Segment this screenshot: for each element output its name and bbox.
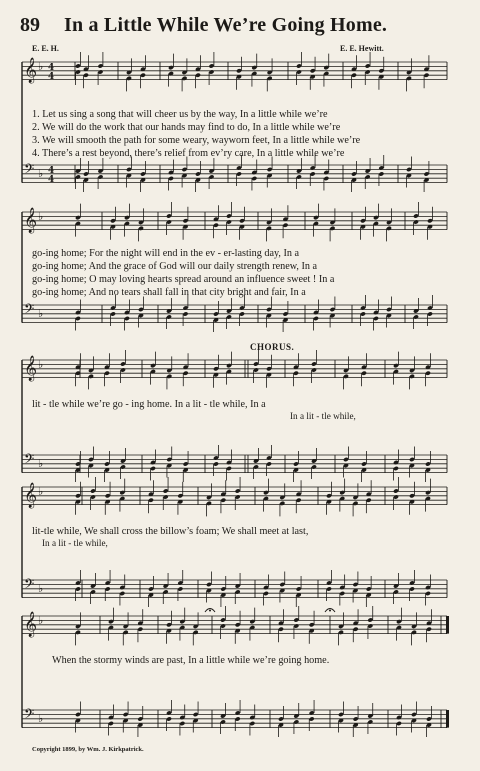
flat-sign: ♭ (38, 485, 44, 498)
verse-2-line-1: 2. We will do the work that our hands may find to do, In a little while we’re (32, 122, 341, 133)
flat-sign: ♭ (38, 457, 44, 470)
flat-sign: ♭ (38, 614, 44, 627)
verse-3-line-2: go-ing home; O may loving hearts spread around an influence sweet ! In a (32, 274, 335, 285)
chorus-line-2-echo: In a lit - tle while, (42, 538, 108, 548)
verse-1-line-2: go-ing home; For the night will end in the ev - er-lasting day, In a (32, 248, 300, 259)
words-credit: E. E. H. (32, 44, 59, 53)
time-signature-bottom: 4 (48, 72, 55, 82)
flat-sign: ♭ (38, 60, 44, 73)
bass-clef: 𝄢 (24, 161, 35, 180)
flat-sign: ♭ (38, 712, 44, 725)
time-signature-top: 4 (48, 63, 55, 73)
verse-4-line-1: 4. There’s a rest beyond, there’s relief from ev’ry care, In a little while we’re (32, 148, 345, 159)
verse-4-line-2: go-ing home; And no tears shall fall in that city bright and fair, In a (32, 287, 306, 298)
hymn-title: In a Little While We’re Going Home. (64, 14, 388, 36)
copyright-notice: Copyright 1899, by Wm. J. Kirkpatrick. (32, 746, 144, 753)
chorus-label: CHORUS. (250, 342, 295, 352)
verse-3-line-1: 3. We will smooth the path for some weary, wayworn feet, In a little while we’re (32, 135, 361, 146)
verse-2-line-2: go-ing home; And the grace of God will our daily strength renew, In a (32, 261, 318, 272)
flat-sign: ♭ (38, 167, 44, 180)
bass-clef: 𝄢 (24, 451, 35, 470)
final-bar-line (446, 616, 449, 634)
flat-sign: ♭ (38, 210, 44, 223)
treble-clef: 𝄞 (24, 356, 38, 381)
bass-clef: 𝄢 (24, 301, 35, 320)
fermata-dot (209, 610, 211, 612)
music-credit: E. E. Hewitt. (340, 44, 384, 53)
treble-clef: 𝄞 (24, 483, 38, 508)
flat-sign: ♭ (38, 307, 44, 320)
chorus-line-2: lit-tle while, We shall cross the billow’s foam; We shall meet at last, (32, 526, 309, 537)
chorus-line-1: lit - tle while we’re go - ing home. In a lit - tle while, In a (32, 399, 266, 410)
verse-1-line-1: 1. Let us sing a song that will cheer us by the way, In a little while we’re (32, 109, 328, 120)
treble-clef: 𝄞 (24, 612, 38, 637)
bass-clef: 𝄢 (24, 576, 35, 595)
chorus-line-1-echo: In a lit - tle while, (290, 411, 356, 421)
treble-clef: 𝄞 (24, 58, 38, 83)
flat-sign: ♭ (38, 582, 44, 595)
chorus-line-3: When the stormy winds are past, In a little while we’re going home. (52, 655, 330, 666)
bass-clef: 𝄢 (24, 706, 35, 725)
fermata-dot (329, 610, 331, 612)
treble-clef: 𝄞 (24, 208, 38, 233)
time-signature-bottom: 4 (48, 175, 55, 185)
time-signature-top: 4 (48, 166, 55, 176)
hymn-number: 89 (20, 14, 40, 36)
final-bar-line (446, 710, 449, 728)
flat-sign: ♭ (38, 358, 44, 371)
